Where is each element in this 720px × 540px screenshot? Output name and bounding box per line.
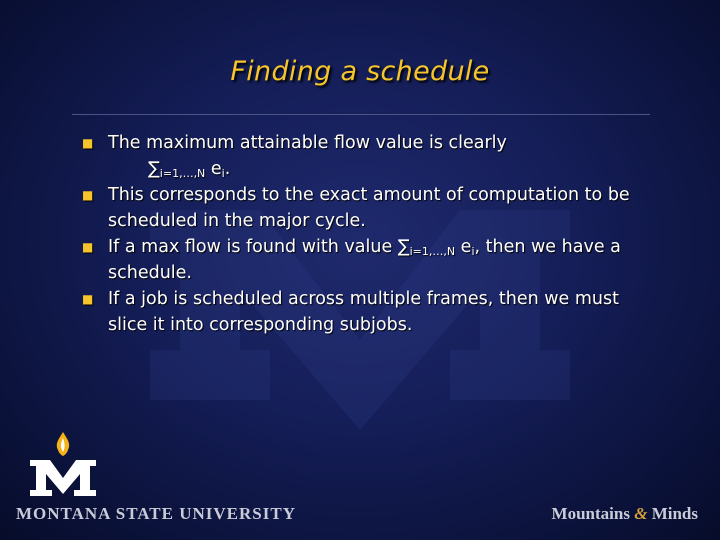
title-divider (72, 114, 650, 115)
bullet-item: ■ This corresponds to the exact amount of computation to be scheduled in the major cycle. (82, 182, 662, 234)
formula-line: $\sum_{i=1,\dots,N}$ $e_i$. (148, 159, 231, 180)
square-bullet-icon: ■ (82, 136, 94, 150)
university-name: MONTANA STATE UNIVERSITY (16, 504, 296, 523)
tagline: Mountains & Minds (551, 504, 698, 523)
bullet-item: ■ If a max flow is found with value $\sum_{i=1,\dots,N}$ $e_i$, then we have a schedule. (82, 234, 662, 286)
square-bullet-icon: ■ (82, 240, 94, 254)
bullet-item: ■ If a job is scheduled across multiple frames, then we must slice it into corresponding subjobs. (82, 286, 662, 338)
bullet-list (82, 130, 662, 338)
bullet-item: ■ The maximum attainable flow value is clearly $\sum_{i=1,\dots,N}$ $e_i$. (82, 130, 662, 182)
slide-title: Finding a schedule (230, 56, 490, 87)
msu-m-logo (28, 430, 98, 500)
square-bullet-icon: ■ (82, 188, 94, 202)
square-bullet-icon: ■ (82, 292, 94, 306)
